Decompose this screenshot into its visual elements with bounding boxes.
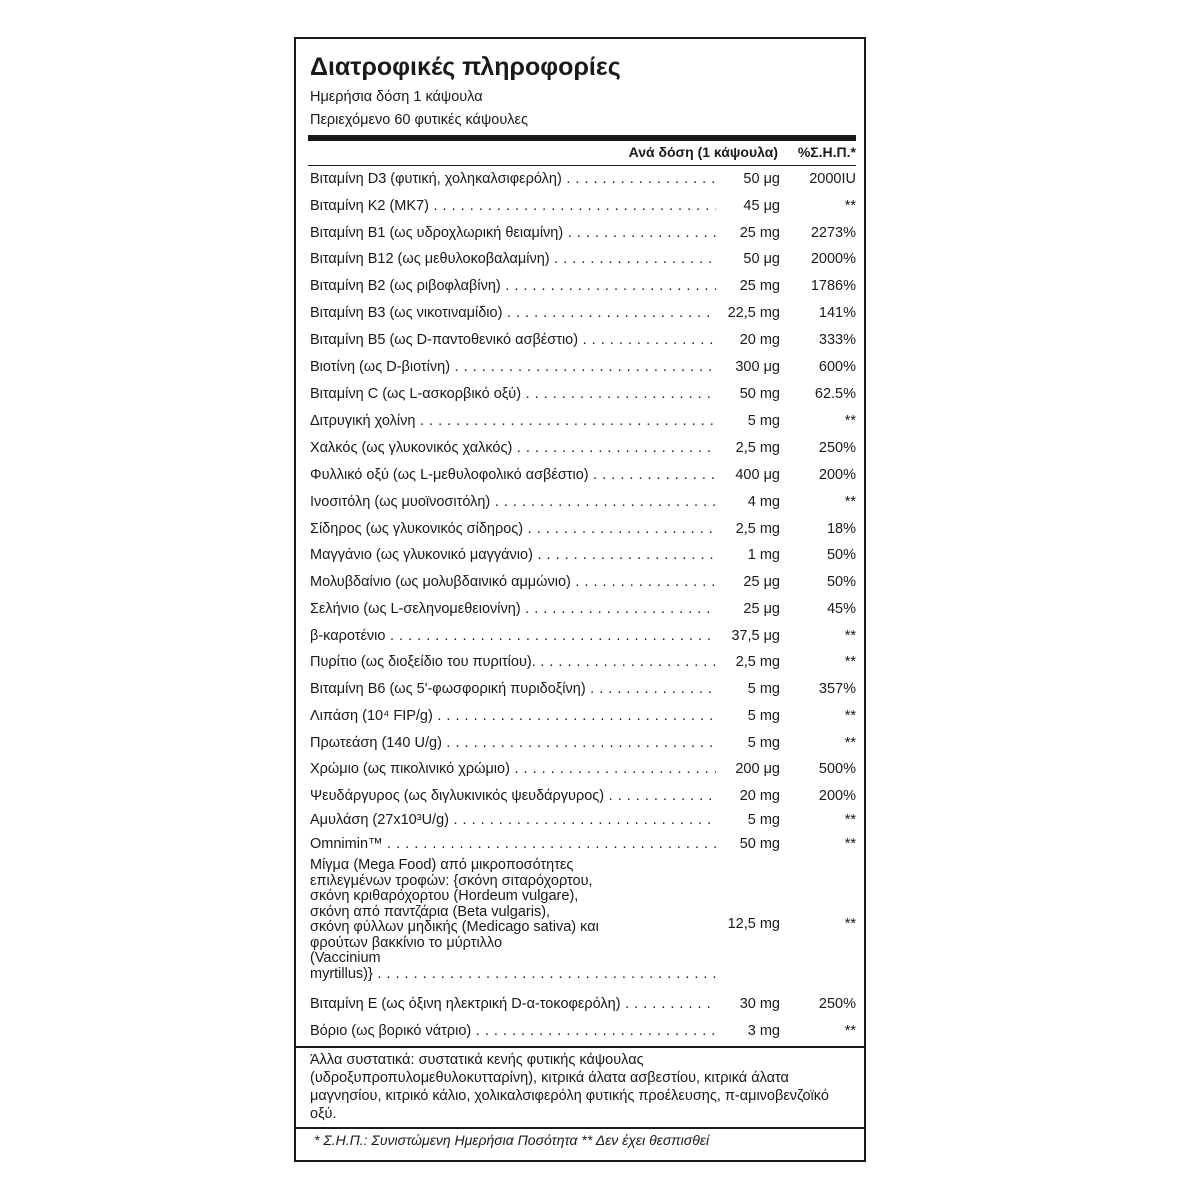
nutrient-pct: ** xyxy=(844,413,856,429)
nutrient-name: Βιταμίνη K2 (MK7) . . . xyxy=(310,198,716,214)
nutrient-name: β-καροτένιο . . . xyxy=(310,628,716,644)
nutrient-amount: 25 mg xyxy=(739,278,780,294)
nutrient-name: Ψευδάργυρος (ως διγλυκινικός ψευδάργυρος) . . . xyxy=(310,788,716,804)
nutrient-amount: 45 μg xyxy=(743,198,780,214)
nutrient-name: Βιταμίνη D3 (φυτική, χοληκαλσιφερόλη) . . . xyxy=(310,171,716,187)
nutrient-name: Βιταμίνη B2 (ως ριβοφλαβίνη) . . . xyxy=(310,278,716,294)
footnote-text: * Σ.Η.Π.: Συνιστώμενη Ημερήσια Ποσότητα ** Δεν έχει θεσπισθεί xyxy=(314,1132,710,1148)
nutrient-amount: 5 mg xyxy=(747,681,780,697)
footnote-divider xyxy=(296,1127,864,1129)
daily-dose-text: Ημερήσια δόση 1 κάψουλα xyxy=(310,89,483,105)
nutrient-amount: 5 mg xyxy=(747,708,780,724)
nutrient-row xyxy=(296,836,864,858)
nutrient-row xyxy=(296,788,864,810)
nutrient-name: Βιταμίνη B6 (ως 5'-φωσφορική πυριδοξίνη) . . . xyxy=(310,681,716,697)
nutrient-row xyxy=(296,654,864,676)
nutrient-row xyxy=(296,386,864,408)
nutrient-amount: 25 μg xyxy=(743,601,780,617)
nutrient-pct: 50% xyxy=(826,574,856,590)
nutrient-amount: 400 μg xyxy=(735,467,780,483)
other-ingredients-text: Άλλα συστατικά: συστατικά κενής φυτικής κάψουλας (υδροξυπροπυλομεθυλοκυτταρίνη), κιτρικά άλατα ασβεστίου, κιτρικά άλατα μαγνησίου, κιτρικό κάλιο, χολικαλσιφερόλη φυτικής προέλευσης, π-αμινοβενζοϊκό οξύ. xyxy=(310,1052,829,1122)
nutrient-name: Πρωτεάση (140 U/g) . . . xyxy=(310,735,716,751)
nutrient-amount: 37,5 μg xyxy=(731,628,780,644)
nutrient-row xyxy=(296,225,864,247)
other-ingredients-divider xyxy=(296,1046,864,1048)
nutrient-pct: 2000% xyxy=(810,251,856,267)
nutrient-name: Σίδηρος (ως γλυκονικός σίδηρος) . . . xyxy=(310,521,716,537)
nutrient-row xyxy=(296,251,864,273)
nutrient-pct: 50% xyxy=(826,547,856,563)
nutrient-pct: ** xyxy=(844,812,856,828)
nutrient-pct: ** xyxy=(844,654,856,670)
nutrient-row xyxy=(296,359,864,381)
nutrient-row xyxy=(296,494,864,516)
nutrient-pct: ** xyxy=(844,1023,856,1039)
nutrient-amount: 200 μg xyxy=(735,761,780,777)
nutrient-amount: 20 mg xyxy=(739,332,780,348)
mega-food-line: (Vaccinium xyxy=(310,950,381,966)
nutrient-name: Διτρυγική χολίνη . . . xyxy=(310,413,716,429)
nutrient-pct: 250% xyxy=(818,996,856,1012)
nutrient-pct: 62.5% xyxy=(814,386,856,402)
header-divider-thick xyxy=(308,135,856,141)
nutrient-row xyxy=(296,628,864,650)
nutrient-amount: 50 μg xyxy=(743,171,780,187)
nutrient-pct: 333% xyxy=(818,332,856,348)
nutrient-pct: ** xyxy=(844,198,856,214)
mega-food-line: επιλεγμένων τροφών: {σκόνη σιταρόχορτου, xyxy=(310,872,593,889)
nutrient-amount: 50 mg xyxy=(739,386,780,402)
contents-text: Περιεχόμενο 60 φυτικές κάψουλες xyxy=(310,112,528,128)
nutrient-row xyxy=(296,761,864,783)
nutrient-pct: ** xyxy=(844,628,856,644)
nutrient-row xyxy=(296,278,864,300)
nutrient-amount: 5 mg xyxy=(747,735,780,751)
nutrient-amount: 50 μg xyxy=(743,251,780,267)
nutrient-pct: 250% xyxy=(818,440,856,456)
nutrient-row xyxy=(296,708,864,730)
nutrient-name: Βιταμίνη B5 (ως D-παντοθενικό ασβέστιο) . . . xyxy=(310,332,716,348)
nutrient-row xyxy=(296,332,864,354)
mega-food-line: σκόνη από παντζάρια (Beta vulgaris), xyxy=(310,903,551,920)
nutrient-amount: 4 mg xyxy=(747,494,780,510)
nutrient-amount: 25 μg xyxy=(743,574,780,590)
mega-food-line: φρούτων βακκίνιο το μύρτιλλο xyxy=(310,934,503,951)
nutrient-row xyxy=(296,171,864,193)
nutrient-name: Μολυβδαίνιο (ως μολυβδαινικό αμμώνιο) . . . xyxy=(310,574,716,590)
nutrient-row xyxy=(296,440,864,462)
nutrient-name: Χρώμιο (ως πικολινικό χρώμιο) . . . xyxy=(310,761,716,777)
nutrient-name: Μαγγάνιο (ως γλυκονικό μαγγάνιο) . . . xyxy=(310,547,716,563)
nutrient-name: Βιταμίνη E (ως όξινη ηλεκτρική D-α-τοκοφερόλη) . . . xyxy=(310,996,716,1012)
mega-food-line: σκόνη κριθαρόχορτου (Hordeum vulgare), xyxy=(310,888,579,904)
mega-food-pct: ** xyxy=(844,916,856,932)
nutrient-amount: 2,5 mg xyxy=(735,521,780,537)
nutrient-name: Πυρίτιο (ως διοξείδιο του πυριτίου). . . . xyxy=(310,654,716,670)
nutrient-amount: 25 mg xyxy=(739,225,780,241)
nutrient-pct: ** xyxy=(844,494,856,510)
nutrient-name: Βιταμίνη B1 (ως υδροχλωρική θειαμίνη) . . . xyxy=(310,225,716,241)
nutrient-amount: 300 μg xyxy=(735,359,780,375)
nutrient-amount: 30 mg xyxy=(739,996,780,1012)
header-divider-thin xyxy=(308,165,856,166)
nutrient-pct: ** xyxy=(844,836,856,852)
nutrient-pct: 1786% xyxy=(810,278,856,294)
nutrient-pct: 2273% xyxy=(810,225,856,241)
nutrient-name: Χαλκός (ως γλυκονικός χαλκός) . . . xyxy=(310,440,716,456)
nutrient-row xyxy=(296,1023,864,1045)
nutrient-name: Βόριο (ως βορικό νάτριο) . . . xyxy=(310,1023,716,1039)
nutrient-row xyxy=(296,996,864,1018)
nutrient-name: Φυλλικό οξύ (ως L-μεθυλοφολικό ασβέστιο) . . . xyxy=(310,467,716,483)
mega-food-line: Μίγμα (Mega Food) από μικροποσότητες xyxy=(310,857,574,873)
nutrient-row xyxy=(296,413,864,435)
nutrient-amount: 20 mg xyxy=(739,788,780,804)
nutrient-pct: 200% xyxy=(818,788,856,804)
nutrient-amount: 50 mg xyxy=(739,836,780,852)
nutrient-row xyxy=(296,574,864,596)
nutrient-pct: 141% xyxy=(818,305,856,321)
column-header-pct: %Σ.Η.Π.* xyxy=(797,144,856,160)
nutrient-row xyxy=(296,735,864,757)
nutrient-pct: 600% xyxy=(818,359,856,375)
nutrient-amount: 2,5 mg xyxy=(735,654,780,670)
nutrient-row xyxy=(296,601,864,623)
nutrient-name: Βιταμίνη C (ως L-ασκορβικό οξύ) . . . xyxy=(310,386,716,402)
nutrient-name: Βιταμίνη B3 (ως νικοτιναμίδιο) . . . xyxy=(310,305,716,321)
nutrient-name: Ινοσιτόλη (ως μυοϊνοσιτόλη) . . . xyxy=(310,494,716,510)
panel-title: Διατροφικές πληροφορίες xyxy=(310,53,621,81)
nutrient-row xyxy=(296,198,864,220)
mega-food-amount: 12,5 mg xyxy=(727,916,780,932)
nutrient-row xyxy=(296,305,864,327)
nutrient-name: Βιταμίνη B12 (ως μεθυλοκοβαλαμίνη) . . . xyxy=(310,251,716,267)
nutrient-name: Λιπάση (10⁴ FIP/g) . . . xyxy=(310,708,716,724)
nutrient-row xyxy=(296,547,864,569)
nutrient-amount: 1 mg xyxy=(747,547,780,563)
nutrient-pct: 45% xyxy=(826,601,856,617)
nutrient-amount: 3 mg xyxy=(747,1023,780,1039)
nutrient-row xyxy=(296,681,864,703)
nutrient-amount: 5 mg xyxy=(747,812,780,828)
nutrient-amount: 22,5 mg xyxy=(727,305,780,321)
nutrient-name: Omnimin™ . . . xyxy=(310,836,716,852)
nutrient-amount: 5 mg xyxy=(747,413,780,429)
mega-food-line: σκόνη φύλλων μηδικής (Medicago sativa) και xyxy=(310,919,599,935)
mega-food-line: myrtillus)} . . . xyxy=(310,966,716,982)
nutrient-name: Σελήνιο (ως L-σεληνομεθειονίνη) . . . xyxy=(310,601,716,617)
nutrient-pct: 18% xyxy=(826,521,856,537)
nutrient-pct: 2000IU xyxy=(809,171,856,187)
nutrition-facts-panel xyxy=(294,37,866,1162)
nutrient-name: Βιοτίνη (ως D-βιοτίνη) . . . xyxy=(310,359,716,375)
nutrient-row xyxy=(296,812,864,834)
nutrient-row xyxy=(296,467,864,489)
nutrient-pct: 200% xyxy=(818,467,856,483)
nutrient-pct: ** xyxy=(844,708,856,724)
nutrient-pct: 357% xyxy=(818,681,856,697)
column-header-dose: Ανά δόση (1 κάψουλα) xyxy=(628,144,778,160)
nutrient-amount: 2,5 mg xyxy=(735,440,780,456)
nutrient-pct: ** xyxy=(844,735,856,751)
nutrient-name: Αμυλάση (27x10³U/g) . . . xyxy=(310,812,716,828)
nutrient-pct: 500% xyxy=(818,761,856,777)
nutrient-row xyxy=(296,521,864,543)
